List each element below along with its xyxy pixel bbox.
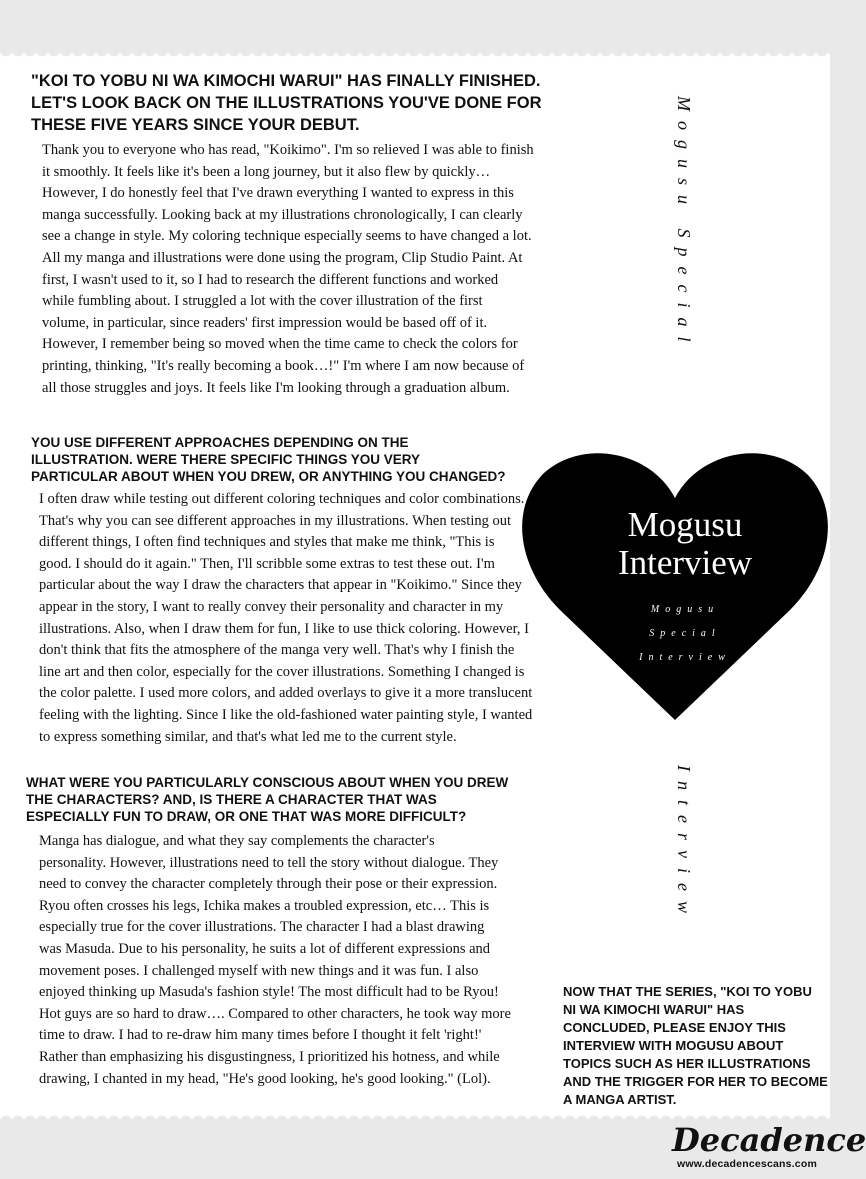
- heading-line: ESPECIALLY FUN TO DRAW, OR ONE THAT WAS MORE DIFFICULT?: [26, 809, 467, 824]
- body-line: feeling with the lighting. Since I like the old-fashioned water painting style, I wanted: [39, 706, 533, 723]
- body-line: need to convey the character completely through their pose or their expression.: [39, 876, 498, 893]
- body-line: However, I do honestly feel that I've drawn everything I wanted to express in this: [42, 185, 514, 202]
- body-line: particular about the way I draw the characters that appear in "Koikimo." Since they: [39, 577, 522, 594]
- body-line: first, I wasn't used to it, so I had to research the different functions and worked: [42, 271, 499, 288]
- heart-title-line: Mogusu: [627, 505, 743, 544]
- answer-2-body: [39, 489, 532, 748]
- heart-subtitle-line: Mogusu: [650, 604, 720, 615]
- heading-line: "KOI TO YOBU NI WA KIMOCHI WARUI" HAS FINALLY FINISHED.: [31, 72, 541, 90]
- body-line: the color palette. I used more colors, and added overlays to give it a more translucent: [39, 685, 533, 702]
- body-line: Thank you to everyone who has read, "Koikimo". I'm so relieved I was able to finish: [42, 142, 534, 158]
- intro-line: TOPICS SUCH AS HER ILLUSTRATIONS: [563, 1056, 811, 1071]
- body-line: different things, I often find techniques and styles that make me think, "This is: [39, 534, 495, 551]
- body-line: was Masuda. Due to his personality, he suits a lot of different expressions and: [39, 940, 491, 957]
- body-line: Ryou often crosses his legs, Ichika makes a troubled expression, etc… This is: [39, 897, 490, 914]
- body-line: it smoothly. It feels like it's been a long journey, but it also flew by quickly…: [42, 163, 491, 180]
- question-1-heading: [31, 70, 542, 136]
- vertical-title-bottom: Interview: [674, 765, 694, 923]
- heart-subtitle-line: Interview: [639, 652, 731, 663]
- heading-line: THESE FIVE YEARS SINCE YOUR DEBUT.: [31, 116, 360, 134]
- heart-title: [570, 506, 800, 582]
- answer-3-body: [39, 831, 511, 1090]
- logo-wordmark: Decadence: [672, 1121, 866, 1159]
- heading-line: THE CHARACTERS? AND, IS THERE A CHARACTER THAT WAS: [26, 792, 437, 807]
- body-line: illustrations. Also, when I draw them for fun, I like to use thick coloring. However, I: [39, 620, 529, 637]
- body-line: appear in the story, I want to really convey their personality and character in my: [39, 598, 504, 615]
- heading-line: LET'S LOOK BACK ON THE ILLUSTRATIONS YOU'VE DONE FOR: [31, 94, 542, 112]
- heading-line: YOU USE DIFFERENT APPROACHES DEPENDING ON THE: [31, 435, 409, 450]
- body-line: drawing, I chanted in my head, "He's good looking, he's good looking." (Lol).: [39, 1070, 491, 1087]
- body-line: all those struggles and joys. It feels like I'm looking through a graduation album.: [42, 379, 510, 396]
- vertical-title-top: Mogusu Special: [674, 96, 694, 352]
- question-2-heading: [31, 434, 506, 485]
- heading-line: PARTICULAR ABOUT WHEN YOU DREW, OR ANYTHING YOU CHANGED?: [31, 469, 506, 484]
- body-line: while fumbling about. I struggled a lot with the cover illustration of the first: [42, 293, 483, 310]
- intro-blurb: [563, 983, 828, 1109]
- answer-1-body: [42, 140, 534, 399]
- body-line: I often draw while testing out different coloring techniques and color combinations.: [39, 491, 525, 507]
- body-line: All my manga and illustrations were done using the program, Clip Studio Paint. At: [42, 249, 523, 266]
- body-line: However, I remember being so moved when the time came to check the colors for: [42, 336, 518, 353]
- body-line: volume, in particular, since readers' first impression would be based off of it.: [42, 314, 488, 331]
- body-line: Hot guys are so hard to draw…. Compared to other characters, he took way more: [39, 1005, 511, 1022]
- scanlator-logo: [672, 1121, 866, 1170]
- body-line: Manga has dialogue, and what they say complements the character's: [39, 833, 435, 849]
- body-line: That's why you can see different approaches in my illustrations. When testing out: [39, 512, 512, 529]
- body-line: time to draw. I had to re-draw him many times before I thought it felt 'right!': [39, 1027, 482, 1044]
- intro-line: NOW THAT THE SERIES, "KOI TO YOBU: [563, 984, 812, 999]
- heart-title-line: Interview: [617, 543, 753, 582]
- body-line: don't think that fits the atmosphere of the manga very well. That's why I finish the: [39, 642, 515, 659]
- body-line: Rather than emphasizing his disgustingness, I prioritized his hotness, and while: [39, 1048, 500, 1065]
- body-line: to express something similar, and that's what led me to the current style.: [39, 728, 457, 745]
- top-scalloped-edge: [0, 50, 830, 62]
- question-3-heading: [26, 774, 509, 825]
- body-line: good. I should do it again." Then, I'll scribble some extras to test these out. I'm: [39, 555, 495, 572]
- intro-line: NI WA KIMOCHI WARUI" HAS: [563, 1002, 745, 1017]
- logo-url: www.decadencescans.com: [677, 1158, 817, 1170]
- heart-subtitle-line: Special: [649, 628, 721, 639]
- body-line: movement poses. I challenged myself with new things and it was fun. I also: [39, 962, 479, 979]
- body-line: enjoyed thinking up Masuda's fashion style! The most difficult had to be Ryou!: [39, 984, 499, 1001]
- body-line: personality. However, illustrations need to tell the story without dialogue. They: [39, 854, 499, 871]
- body-line: manga successfully. Looking back at my illustrations chronologically, I can clearly: [42, 206, 523, 223]
- intro-line: A MANGA ARTIST.: [563, 1092, 677, 1107]
- body-line: see a change in style. My coloring technique especially seems to have changed a lot.: [42, 228, 532, 245]
- intro-line: AND THE TRIGGER FOR HER TO BECOME: [563, 1074, 828, 1089]
- intro-line: INTERVIEW WITH MOGUSU ABOUT: [563, 1038, 784, 1053]
- body-line: especially true for the cover illustrations. The character I had a blast drawing: [39, 919, 485, 936]
- heading-line: ILLUSTRATION. WERE THERE SPECIFIC THINGS YOU VERY: [31, 452, 421, 467]
- body-line: printing, thinking, "It's really becoming a book…!" I'm where I am now because of: [42, 357, 525, 374]
- body-line: line art and then color, especially for the cover illustrations. Something I changed is: [39, 663, 525, 680]
- heading-line: WHAT WERE YOU PARTICULARLY CONSCIOUS ABOUT WHEN YOU DREW: [26, 775, 509, 790]
- intro-line: CONCLUDED, PLEASE ENJOY THIS: [563, 1020, 786, 1035]
